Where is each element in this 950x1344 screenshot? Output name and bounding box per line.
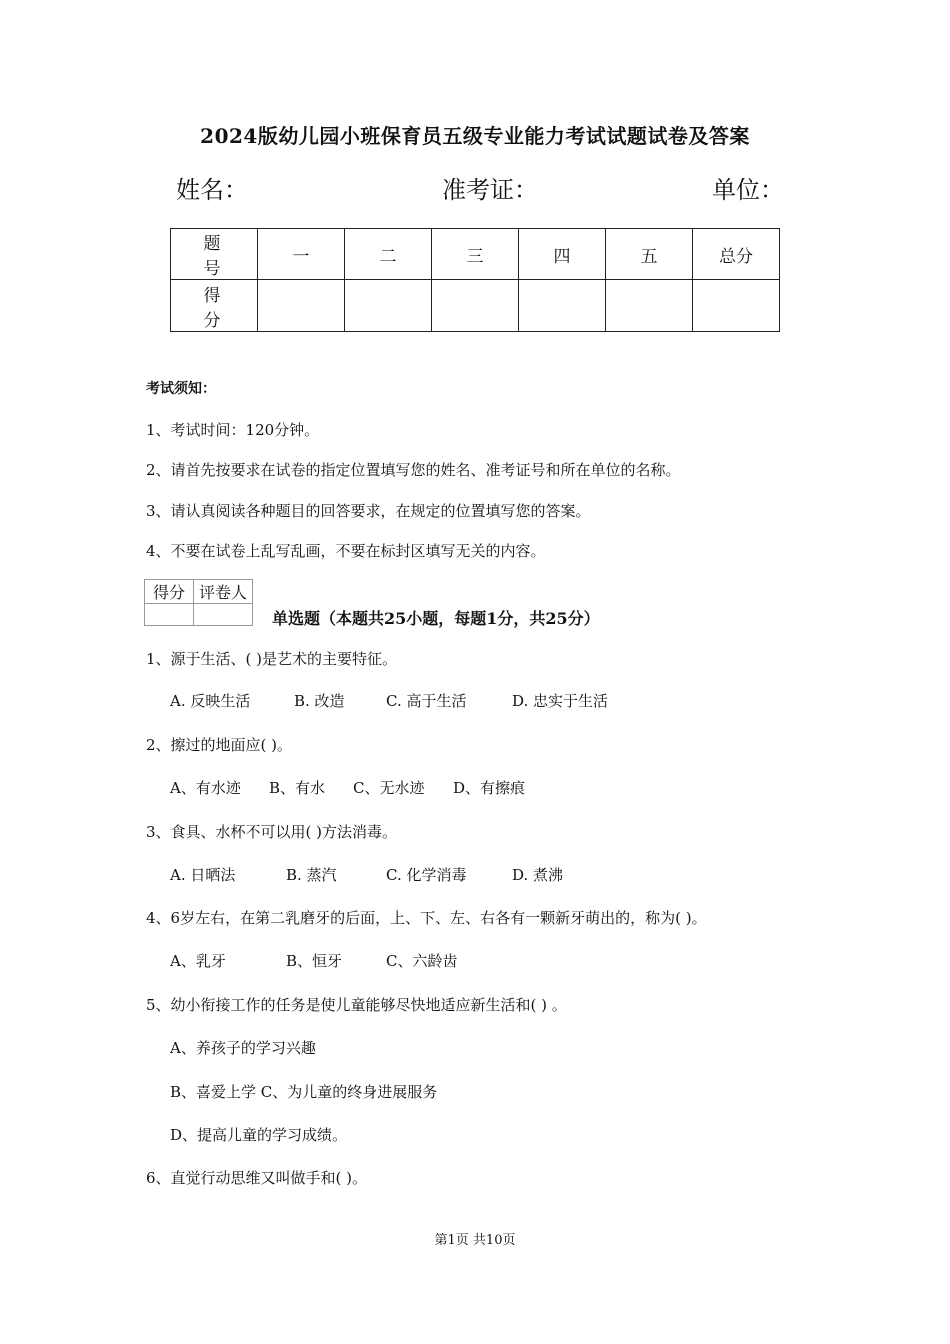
option: C、无水迹 [353, 779, 425, 797]
question-stem: 6、直觉行动思维又叫做手和( )。 [146, 1169, 368, 1187]
notice-item: 4、不要在试卷上乱写乱画，不要在标封区填写无关的内容。 [146, 542, 546, 560]
question-stem: 4、6岁左右，在第二乳磨牙的后面，上、下、左、右各有一颗新牙萌出的，称为( )。 [146, 909, 707, 927]
grader-score-label: 得分 [145, 580, 194, 604]
grader-score-cell[interactable] [145, 604, 194, 626]
notice-item: 2、请首先按要求在试卷的指定位置填写您的姓名、准考证号和所在单位的名称。 [146, 461, 681, 479]
score-table-score-label: 得 分 [171, 280, 258, 332]
question-stem: 3、食具、水杯不可以用( )方法消毒。 [146, 823, 398, 841]
option: A. 反映生活 [170, 692, 251, 710]
score-table-col-4: 四 [519, 229, 606, 280]
option: C. 高于生活 [386, 692, 467, 710]
score-cell[interactable] [693, 280, 780, 332]
grader-name-label: 评卷人 [194, 580, 253, 604]
option: B、有水 [269, 779, 326, 797]
name-field-label: 姓名： [176, 176, 248, 204]
notice-item: 1、考试时间：120分钟。 [146, 421, 320, 439]
exam-id-field-label: 准考证： [442, 176, 538, 204]
option: B、喜爱上学 C、为儿童的终身进展服务 [170, 1083, 438, 1101]
unit-field-label: 单位： [712, 176, 784, 204]
score-table-header-label: 题 号 [171, 229, 258, 280]
option: A. 日晒法 [170, 866, 236, 884]
question-stem: 1、源于生活、( )是艺术的主要特征。 [146, 650, 398, 668]
option: B. 改造 [294, 692, 345, 710]
score-cell[interactable] [519, 280, 606, 332]
option: B. 蒸汽 [286, 866, 337, 884]
score-table-col-2: 二 [345, 229, 432, 280]
option: D. 煮沸 [512, 866, 564, 884]
score-cell[interactable] [606, 280, 693, 332]
score-cell[interactable] [432, 280, 519, 332]
option: C、六龄齿 [386, 952, 458, 970]
option: B、恒牙 [286, 952, 343, 970]
page-footer: 第1页 共10页 [434, 1233, 516, 1248]
score-table-col-3: 三 [432, 229, 519, 280]
question-options [170, 777, 525, 798]
score-table [170, 228, 780, 332]
option: D、提高儿童的学习成绩。 [170, 1126, 348, 1144]
option: A、有水迹 [170, 779, 241, 797]
question-stem: 2、擦过的地面应( )。 [146, 736, 293, 754]
option: A、养孩子的学习兴趣 [170, 1039, 316, 1057]
notice-title: 考试须知： [146, 381, 216, 397]
question-options [170, 690, 608, 711]
option: D. 忠实于生活 [512, 692, 609, 710]
option: C. 化学消毒 [386, 866, 467, 884]
notice-item: 3、请认真阅读各种题目的回答要求，在规定的位置填写您的答案。 [146, 502, 591, 520]
option: A、乳牙 [170, 952, 226, 970]
score-table-col-5: 五 [606, 229, 693, 280]
question-options [170, 864, 563, 885]
score-table-col-total: 总分 [693, 229, 780, 280]
question-options [170, 950, 457, 971]
section-title: 单选题（本题共25小题，每题1分，共25分） [272, 609, 600, 628]
grader-box [144, 579, 253, 626]
score-cell[interactable] [258, 280, 345, 332]
option: D、有擦痕 [453, 779, 526, 797]
score-table-col-1: 一 [258, 229, 345, 280]
question-stem: 5、幼小衔接工作的任务是使儿童能够尽快地适应新生活和( ) 。 [146, 996, 567, 1014]
score-cell[interactable] [345, 280, 432, 332]
grader-name-cell[interactable] [194, 604, 253, 626]
page-title: 2024版幼儿园小班保育员五级专业能力考试试题试卷及答案 [200, 124, 750, 148]
